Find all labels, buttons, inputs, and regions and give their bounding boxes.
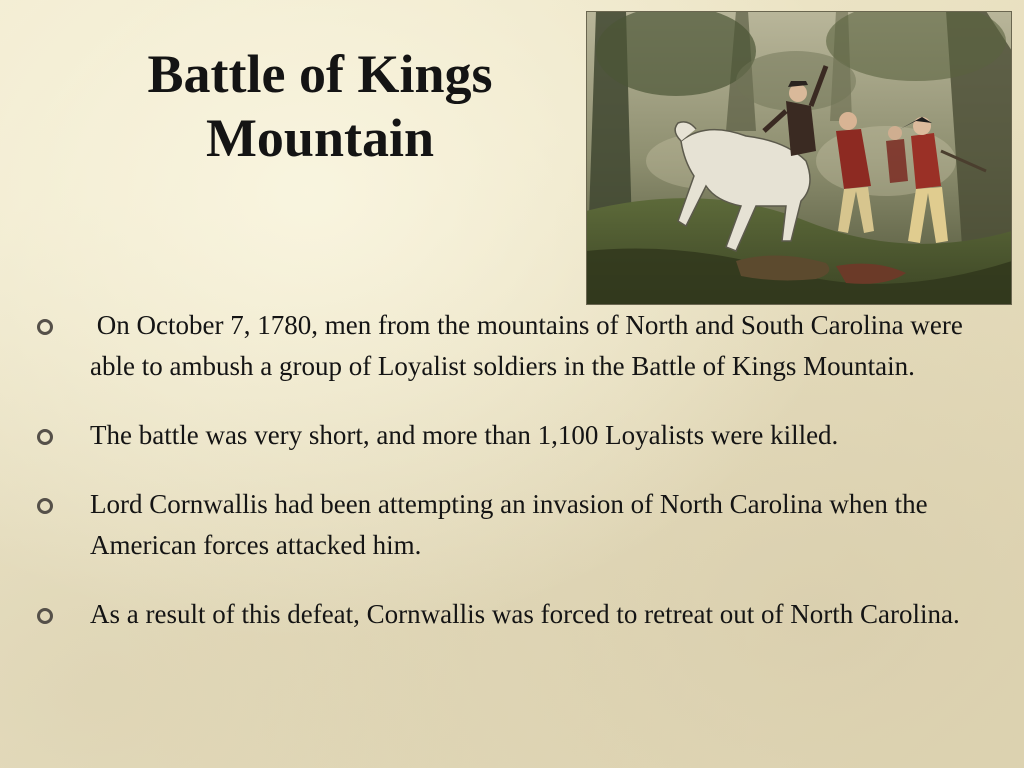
bullet-text: The battle was very short, and more than 1,100 Loyalists were killed. [90, 420, 839, 450]
battle-painting-illustration [586, 11, 1012, 305]
bullet-item [30, 415, 990, 456]
bullet-item [30, 594, 990, 635]
bullet-text: Lord Cornwallis had been attempting an invasion of North Carolina when the American forces attacked him. [90, 489, 928, 560]
title-line-1: Battle of Kings [147, 44, 493, 104]
bullet-circle-icon [37, 319, 53, 335]
bullet-list [30, 300, 990, 663]
bullet-circle-icon [37, 429, 53, 445]
bullet-circle-icon [37, 498, 53, 514]
bullet-text: On October 7, 1780, men from the mountains of North and South Carolina were able to ambush a group of Loyalist soldiers in the Battle of Kings Mountain. [90, 310, 970, 381]
slide-title [70, 42, 570, 170]
battle-painting [586, 11, 1012, 305]
bullet-item [30, 484, 990, 566]
bullet-circle-icon [37, 608, 53, 624]
bullet-text: As a result of this defeat, Cornwallis was forced to retreat out of North Carolina. [90, 599, 960, 629]
bullet-item [30, 305, 990, 387]
title-line-2: Mountain [205, 108, 435, 168]
